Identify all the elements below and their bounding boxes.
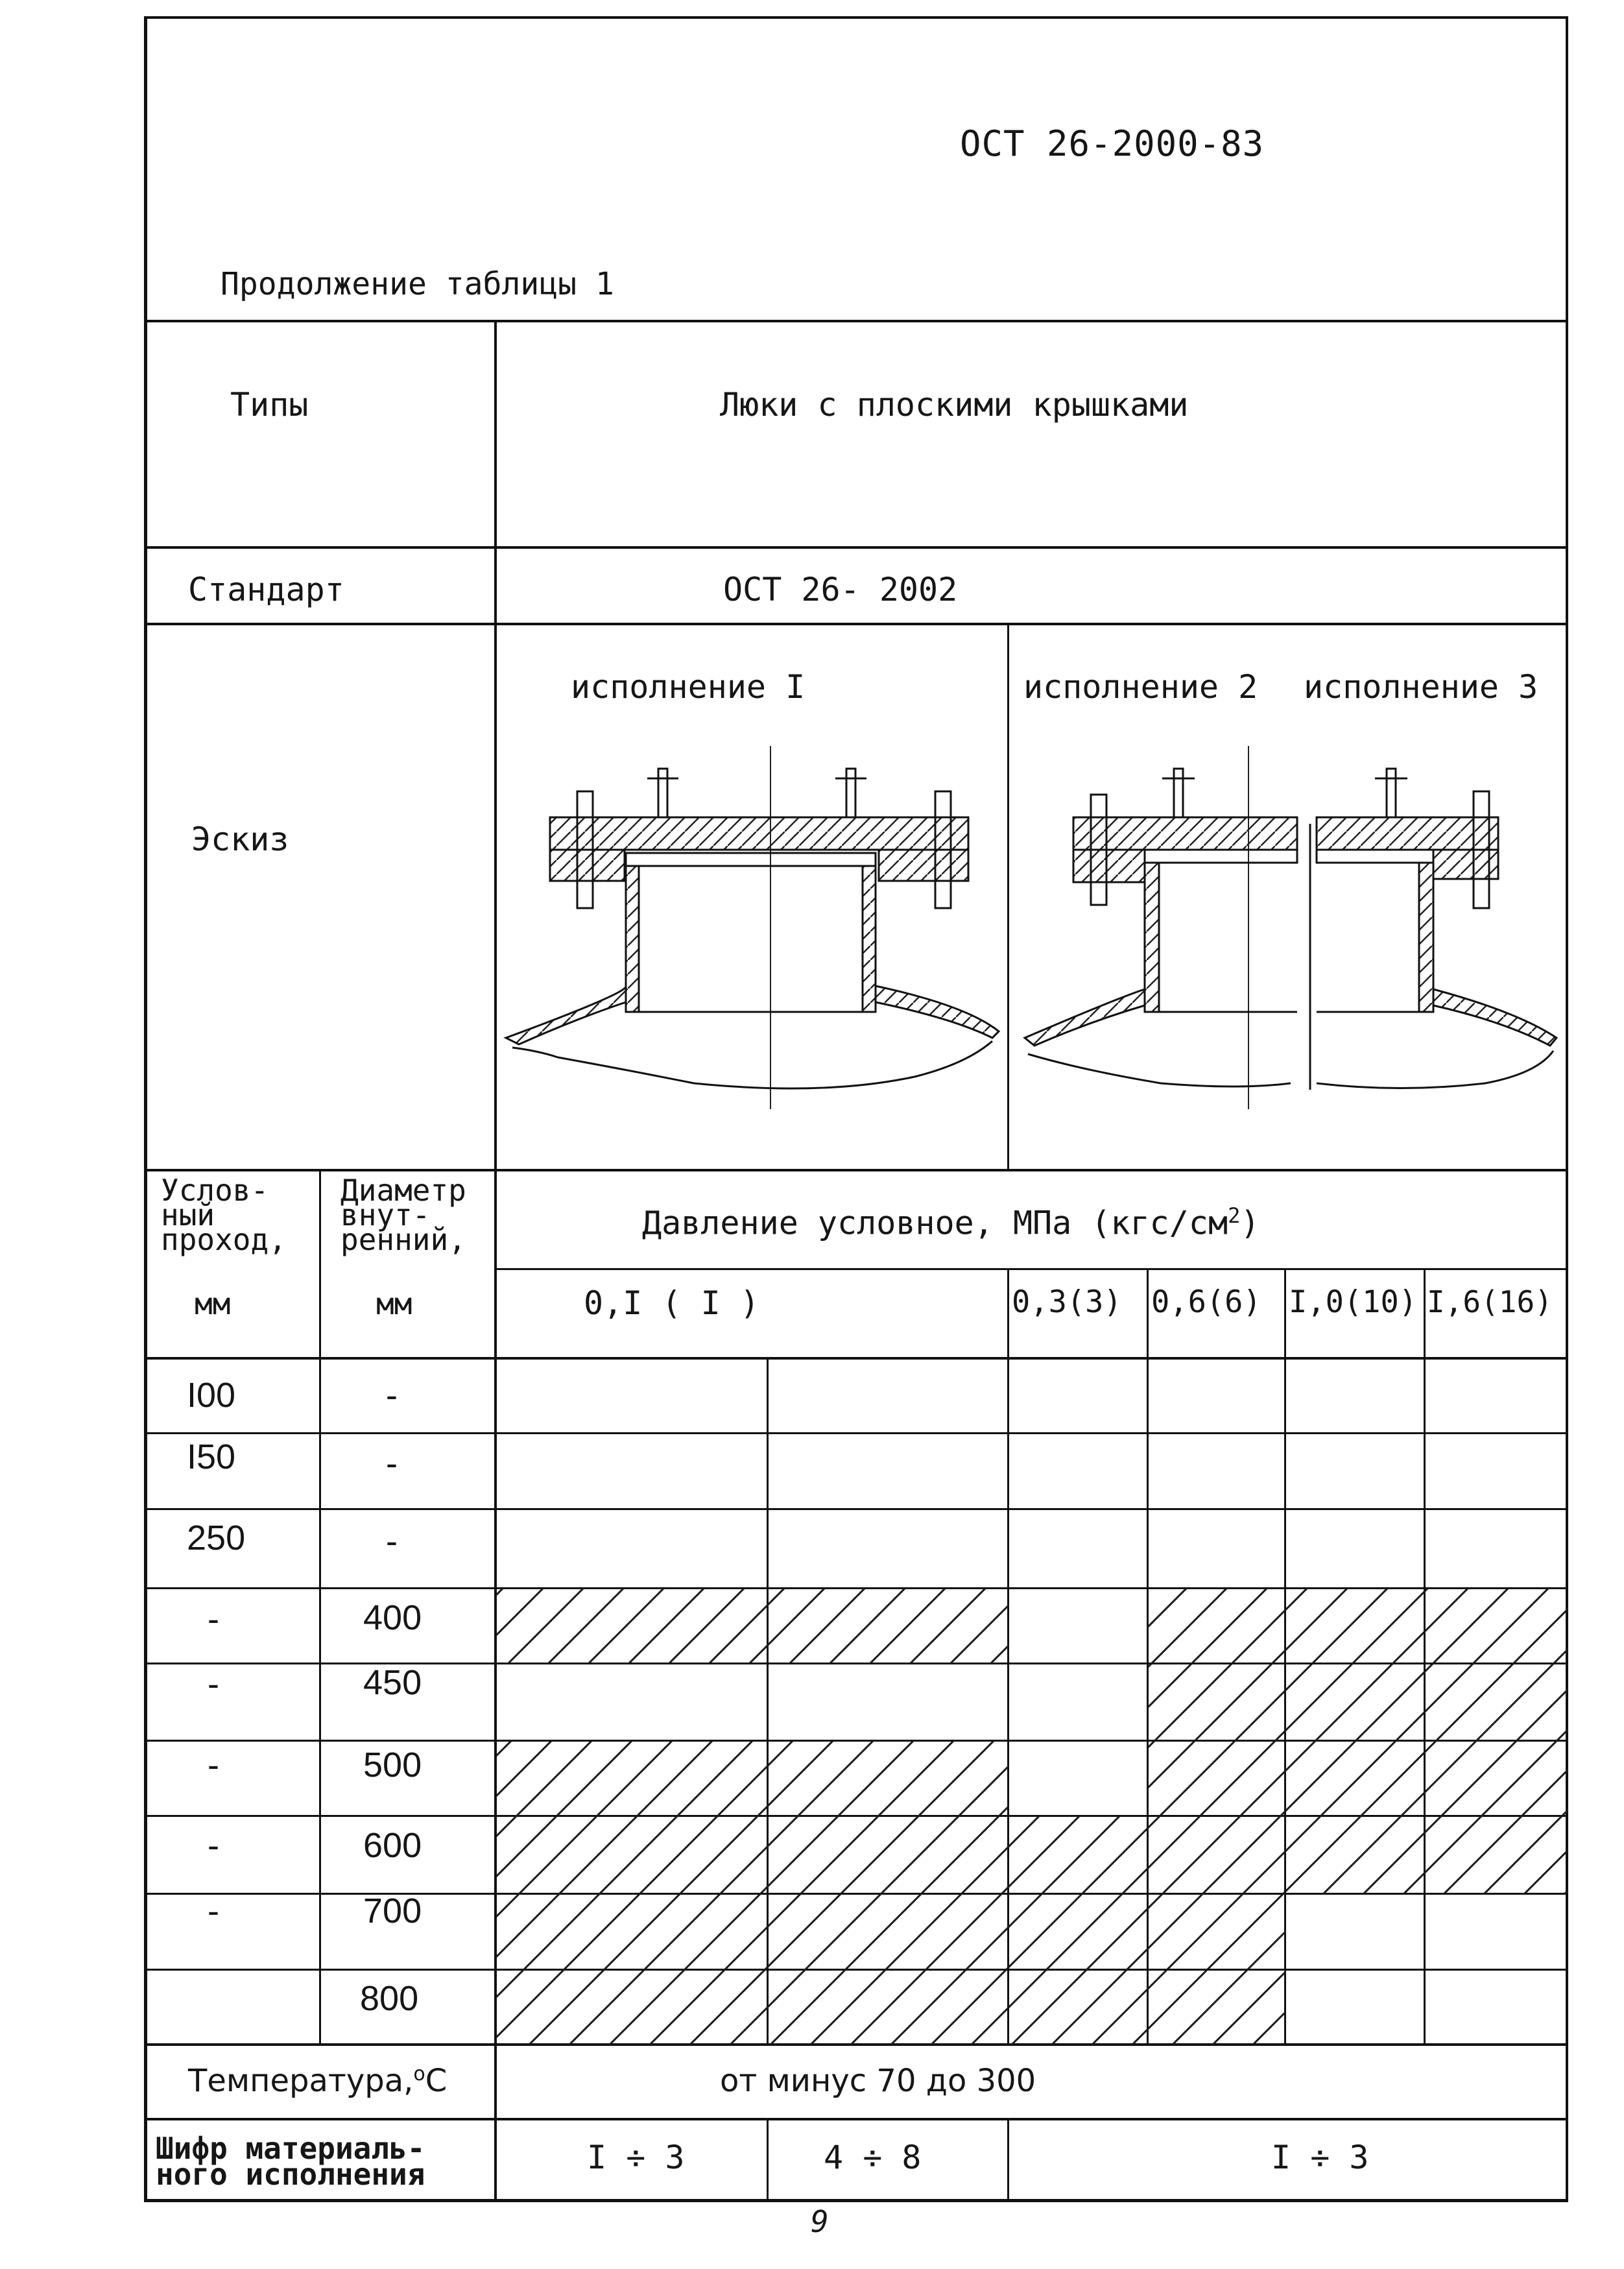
hatched-cell — [1285, 1741, 1425, 1816]
pressure-header: Давление условное, МПа $(кгс/см^2)$ — [642, 1203, 1260, 1242]
hatched-cell — [1148, 1970, 1285, 2045]
hatched-cell — [496, 1970, 768, 2045]
hatched-cell — [768, 1589, 1009, 1664]
hatched-cell — [768, 1970, 1009, 2045]
variant-1-label: исполнение I — [571, 668, 806, 706]
pressure-col-0.3: 0,3(3) — [1012, 1284, 1122, 1320]
hatched-cell — [1148, 1589, 1285, 1664]
page-number: 9 — [811, 2204, 829, 2239]
hatched-cell — [768, 1894, 1009, 1970]
hatch-sketch-variant-1 — [499, 746, 1005, 1109]
hatched-cell — [1009, 1816, 1148, 1894]
pressure-col-1.6: I,6(16) — [1427, 1284, 1553, 1319]
hatched-cell — [496, 1816, 768, 1894]
types-label: Типы — [230, 386, 309, 424]
variant-3-label: исполнение 3 — [1304, 668, 1538, 706]
types-value: Люки с плоскими крышками — [720, 386, 1189, 424]
hatched-cell — [1009, 1970, 1148, 2045]
hatch-sketch-variant-2 — [1018, 746, 1304, 1109]
hatched-cell — [1425, 1741, 1568, 1816]
material-value-2: 4 ÷ 8 — [824, 2139, 922, 2176]
variant-2-label: исполнение 2 — [1023, 668, 1258, 706]
hatched-cell — [496, 1741, 768, 1816]
hatched-cell — [1148, 1741, 1285, 1816]
material-value-3: I ÷ 3 — [1271, 2139, 1369, 2176]
material-value-1: I ÷ 3 — [587, 2139, 685, 2176]
hatched-cell — [1148, 1664, 1285, 1741]
temperature-label: Температура,$^о$С — [188, 2063, 448, 2099]
pressure-col-0.1: 0,I ( I ) — [584, 1284, 759, 1322]
sketch-label: Эскиз — [191, 821, 289, 858]
table-continuation-caption: Продолжение таблицы 1 — [221, 266, 614, 302]
hatched-cell — [1425, 1589, 1568, 1664]
temperature-value: от минус 70 до 300 — [720, 2063, 1036, 2099]
pressure-col-1.0: I,0(10) — [1289, 1284, 1418, 1320]
standard-label: Стандарт — [188, 571, 344, 608]
pressure-col-0.6: 0,6(6) — [1151, 1284, 1261, 1320]
document-code: ОСТ 26-2000-83 — [960, 123, 1265, 164]
hatched-cell — [1425, 1816, 1568, 1894]
hatched-cell — [1285, 1589, 1425, 1664]
hatch-sketch-variant-3 — [1304, 746, 1563, 1109]
hatched-cell — [1285, 1664, 1425, 1741]
hatched-cell — [768, 1741, 1009, 1816]
hatched-cell — [1285, 1816, 1425, 1894]
hatched-cell — [1148, 1894, 1285, 1970]
hatched-cell — [1425, 1664, 1568, 1741]
hatched-cell — [496, 1894, 768, 1970]
hatched-cell — [1148, 1816, 1285, 1894]
standard-value: ОСТ 26- 2002 — [723, 571, 958, 608]
hatched-cell — [768, 1816, 1009, 1894]
hatched-cell — [1009, 1894, 1148, 1970]
hatched-cell — [496, 1589, 768, 1664]
